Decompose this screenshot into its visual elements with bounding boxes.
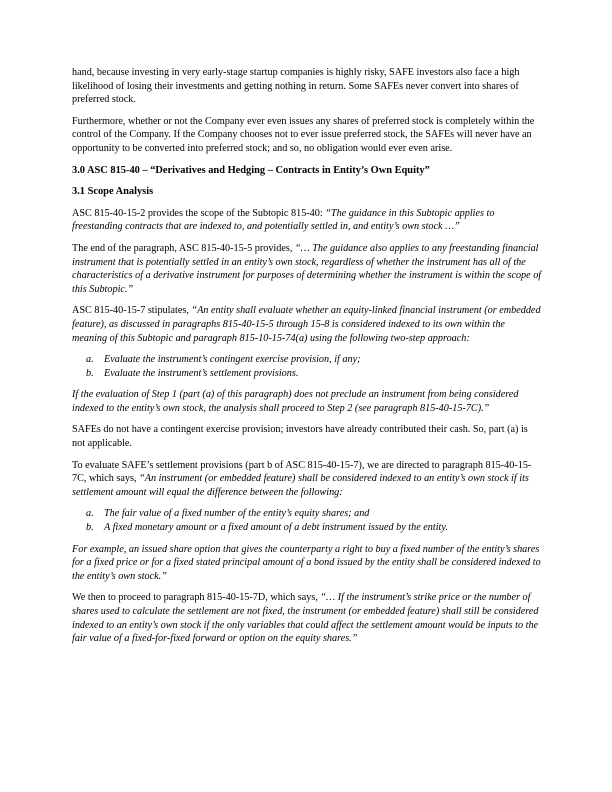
list-text: The fair value of a fixed number of the entity’s equity shares; and [104,508,370,520]
section-heading-3-1: 3.1 Scope Analysis [72,186,154,198]
list-marker: a. [86,354,94,366]
two-step-list [72,353,542,380]
p157c-quote: “An instrument (or embedded feature) shall be considered indexed to an entity’s own stock if its settlement amount will equal the difference between the following: [72,473,529,498]
p157-intro: ASC 815-40-15-7 stipulates, [72,305,192,317]
list-text: Evaluate the instrument’s settlement provisions. [104,367,299,379]
list-marker: b. [86,367,94,379]
paragraph-step1: If the evaluation of Step 1 (part (a) of this paragraph) does not preclude an instrument from being considered indexed to the entity’s own stock, the analysis shall proceed to Step 2 (see paragraph 815-40-15-7C).” [72,389,519,414]
scope-intro: ASC 815-40-15-2 provides the scope of the Subtopic 815-40: [72,207,326,219]
paragraph-example: For example, an issued share option that gives the counterparty a right to buy a fixed number of the entity’s shares for a fixed price or for a fixed stated principal amount of a bond issued by the entity shall be considered indexed to the entity’s own stock.” [72,543,541,582]
section-heading-3-0: 3.0 ASC 815-40 – “Derivatives and Hedging – Contracts in Entity’s Own Equity” [72,164,430,176]
p157-quote: “An entity shall evaluate whether an equity-linked financial instrument (or embedded feature), as discussed in paragraphs 815-40-15-5 through 15-8 is considered indexed to its own within the meaning of this Subtopic and paragraph 815-10-15-74(a) using the following two-step approach: [72,305,541,344]
document-page [72,66,542,654]
scope-quote: “The guidance in this Subtopic applies to freestanding contracts that are indexed to, and potentially settled in, and entity’s own stock …” [72,207,495,233]
paragraph-company-control: Furthermore, whether or not the Company ever even issues any shares of preferred stock is completely within the control of the Company. If the Company chooses not to ever issue preferred stock, the SAFEs will never have an opportunity to be converted into preferred stock; and so, no obligation would ever even arise. [72,115,535,154]
paragraph-continuation: hand, because investing in very early-stage startup companies is highly risky, SAFE investors also face a high likelihood of losing their investments and getting nothing in return. Some SAFEs never convert into shares of preferred stock. [72,67,520,106]
difference-list [72,507,542,534]
list-item [86,353,542,367]
p157d-quote: “… If the instrument’s strike price or the number of shares used to calculate the settlement are not fixed, the instrument (or embedded feature) shall still be considered indexed to an entity’s own stock if the only variables that could affect the settlement amount would be inputs to the fair value of a fixed-for-fixed forward or option on the equity shares.” [72,592,539,645]
paragraph-scope [72,207,542,234]
list-text: A fixed monetary amount or a fixed amount of a debt instrument issued by the entity. [104,522,448,534]
p155-intro: The end of the paragraph, ASC 815-40-15-5 provides, [72,242,295,254]
list-item [86,367,542,381]
paragraph-15-7d [72,591,542,645]
paragraph-15-7c [72,459,542,500]
p157d-intro: We then to proceed to paragraph 815-40-15-7D, which says, [72,592,321,604]
p155-quote: “… The guidance also applies to any freestanding financial instrument that is potentially settled in an entity’s own stock, regardless of whether the instrument has all of the characteristics of a derivative instrument for purposes of determining whether the instrument is within the scope of this Subtopic.” [72,242,542,295]
list-item [86,521,542,535]
paragraph-15-7 [72,304,542,345]
list-marker: b. [86,522,94,534]
list-text: Evaluate the instrument’s contingent exercise provision, if any; [104,354,361,366]
list-marker: a. [86,508,94,520]
p157c-intro: To evaluate SAFE’s settlement provisions (part b of ASC 815-40-15-7), we are directed to paragraph 815-40-15-7C, which says, [72,459,532,485]
paragraph-no-contingent: SAFEs do not have a contingent exercise provision; investors have already contributed their cash. So, part (a) is not applicable. [72,424,528,450]
list-item [86,507,542,521]
paragraph-15-5 [72,242,542,296]
